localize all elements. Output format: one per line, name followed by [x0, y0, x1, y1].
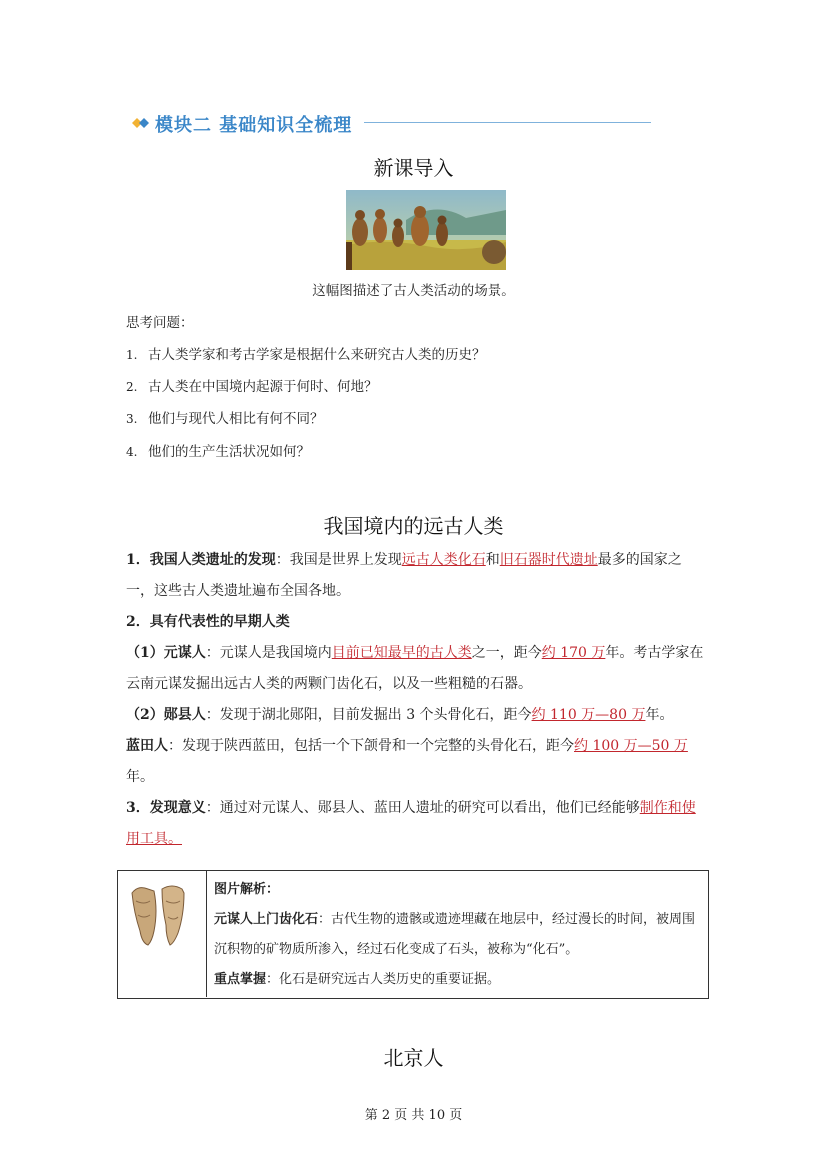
paragraph-discovery: 1．我国人类遗址的发现：我国是世界上发现远古人类化石和旧石器时代遗址最多的国家之一，这些古人类遗址遍布全国各地。 [126, 552, 682, 599]
analysis-line2: 重点掌握：化石是研究远古人类历史的重要证据。 [214, 972, 501, 987]
module-header [128, 110, 653, 136]
questions-label: 思考问题： [126, 315, 194, 331]
header-divider [364, 122, 651, 123]
paragraph-significance: 3．发现意义：通过对元谋人、郧县人、蓝田人遗址的研究可以看出，他们已经能够制作和使用工具。 [126, 800, 696, 847]
analysis-line1: 元谋人上门齿化石：古代生物的遗骸或遗迹埋藏在地层中，经过漫长的时间，被周围沉积物的矿物质所渗入，经过石化变成了石头，被称为“化石”。 [214, 912, 696, 957]
analysis-label: 图片解析： [214, 882, 280, 897]
paragraph-yuanmou: （1）元谋人：元谋人是我国境内目前已知最早的古人类之一，距今约 170 万年。考古学家在云南元谋发掘出远古人类的两颗门齿化石，以及一些粗糙的石器。 [126, 645, 704, 692]
ancient-body [126, 545, 706, 855]
picture-analysis-box [117, 870, 709, 999]
intro-title: 新课导入 [373, 156, 454, 180]
diamond-icon [128, 116, 152, 130]
tooth-fossil-image [118, 871, 207, 997]
intro-caption: 这幅图描述了古人类活动的场景。 [312, 283, 515, 299]
paragraph-lantian: 蓝田人：发现于陕西蓝田，包括一个下颌骨和一个完整的头骨化石，距今约 100 万—50 万年。 [126, 738, 688, 785]
list-item: 4. 他们的生产生活状况如何？ [126, 444, 310, 460]
page-footer: 第 2 页 共 10 页 [364, 1108, 463, 1123]
ancient-title: 我国境内的远古人类 [323, 514, 504, 538]
ancient-humans-image [346, 190, 506, 270]
paragraph-representative: 2．具有代表性的早期人类 [126, 614, 290, 630]
peking-title: 北京人 [383, 1046, 444, 1070]
list-item: 3. 他们与现代人相比有何不同？ [126, 411, 324, 427]
analysis-text [214, 875, 702, 995]
list-item: 1. 古人类学家和考古学家是根据什么来研究古人类的历史？ [126, 347, 486, 363]
module-title: 模块二 基础知识全梳理 [155, 115, 353, 136]
paragraph-yunxian: （2）郧县人：发现于湖北郧阳，目前发掘出 3 个头骨化石，距今约 110 万—80 万年。 [126, 707, 674, 723]
list-item: 2. 古人类在中国境内起源于何时、何地？ [126, 379, 378, 395]
